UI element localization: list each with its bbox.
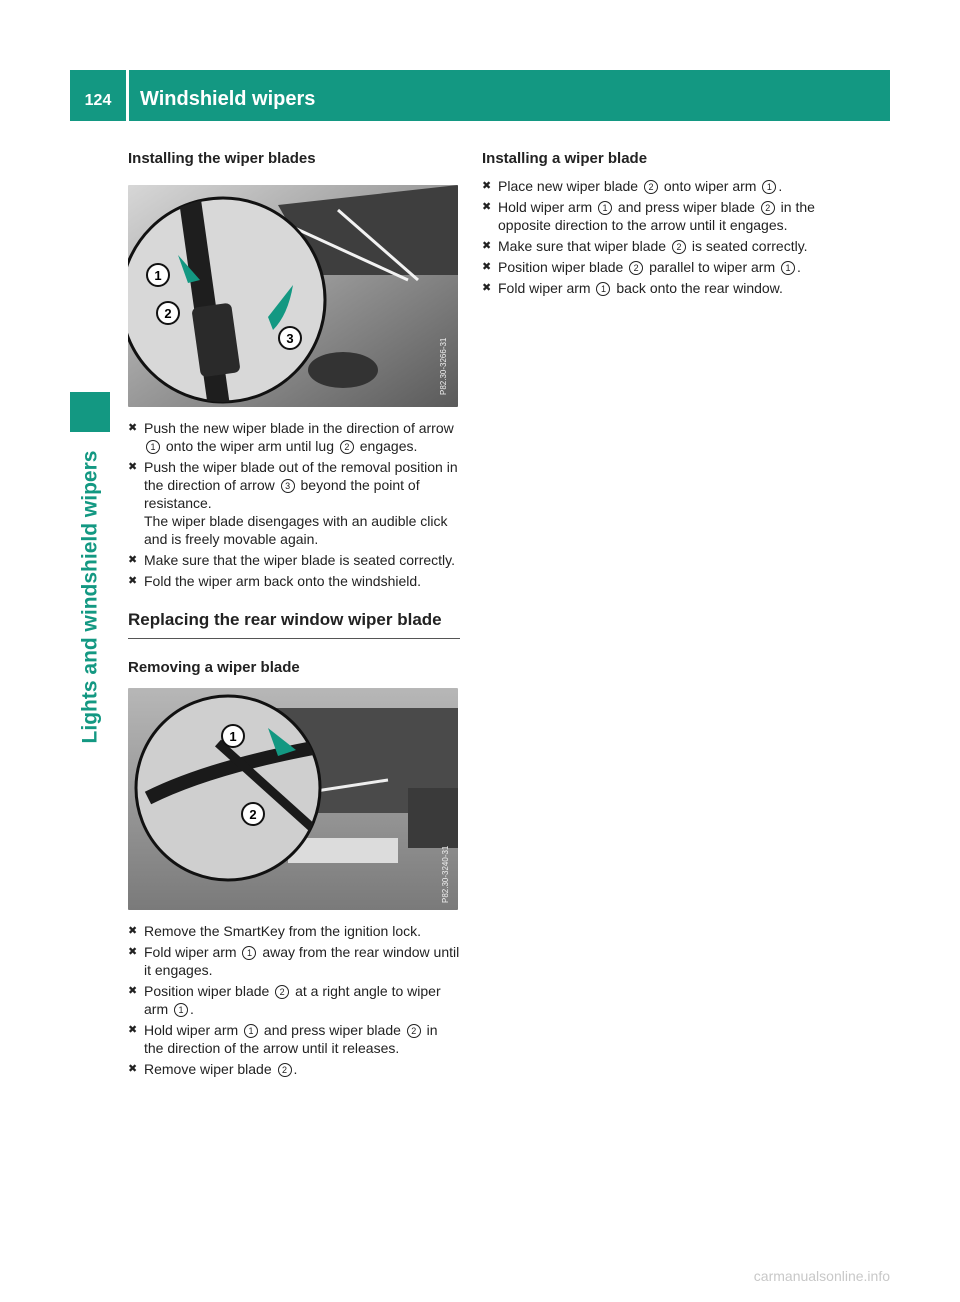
callout-1-text: 1: [154, 268, 162, 283]
list-item: ✖ Push the wiper blade out of the removal position in the direction of arrow 3 beyond the point of resistance. The wiper blade disengages with an audible click and is freely movable again.: [128, 458, 460, 548]
figure-code: P82.30-3266-31: [439, 337, 448, 395]
right-column: [482, 150, 822, 300]
list-item: ✖ Fold wiper arm 1 back onto the rear window.: [482, 279, 822, 297]
sidebar-section-label: [70, 432, 110, 762]
figure-rear-wiper: [128, 688, 458, 910]
callout-2-text: 2: [249, 807, 257, 822]
heading-installing-wiper-blades: Installing the wiper blades: [128, 150, 316, 167]
header-divider: [126, 70, 129, 121]
list-item: ✖ Make sure that the wiper blade is seated correctly.: [128, 551, 460, 569]
list-item: ✖ Hold wiper arm 1 and press wiper blade 2 in the direction of the arrow until it releases.: [128, 1021, 460, 1057]
callout-3-text: 3: [286, 331, 294, 346]
list-item: ✖ Remove wiper blade 2 .: [128, 1060, 460, 1078]
section-title: Replacing the rear window wiper blade: [128, 610, 442, 629]
list-item: ✖ Fold wiper arm 1 away from the rear window until it engages.: [128, 943, 460, 979]
list-item: ✖ Push the new wiper blade in the direction of arrow 1 onto the wiper arm until lug 2 engages.: [128, 419, 460, 455]
steps-install-list: [128, 419, 460, 590]
tail-light: [408, 788, 458, 848]
callout-2-text: 2: [164, 306, 172, 321]
list-item: ✖ Position wiper blade 2 parallel to wiper arm 1 .: [482, 258, 822, 276]
figure-code: P82.30-3240-31: [441, 845, 450, 903]
headlight: [308, 352, 378, 388]
list-item: ✖ Remove the SmartKey from the ignition lock.: [128, 922, 460, 940]
page-title: Windshield wipers: [140, 88, 316, 110]
steps-install-rear-list: [482, 177, 822, 297]
windshield-wiper-illustration: [128, 185, 458, 407]
page-number: 124: [84, 92, 112, 109]
figure-windshield-wiper: [128, 185, 458, 407]
list-item: ✖ Fold the wiper arm back onto the windshield.: [128, 572, 460, 590]
heading-installing-wiper-blade: Installing a wiper blade: [482, 150, 648, 167]
list-item: ✖ Hold wiper arm 1 and press wiper blade 2 in the opposite direction to the arrow until it engages.: [482, 198, 822, 234]
list-item: ✖ Make sure that wiper blade 2 is seated correctly.: [482, 237, 822, 255]
sidebar-marker: [70, 392, 110, 432]
list-item: ✖ Place new wiper blade 2 onto wiper arm 1 .: [482, 177, 822, 195]
section-replacing-rear: [128, 610, 460, 639]
rear-wiper-illustration: [128, 688, 458, 910]
callout-1-text: 1: [229, 729, 237, 744]
sidebar-section-text: Lights and windshield wipers: [78, 450, 101, 744]
steps-remove-list: [128, 922, 460, 1078]
list-item: ✖ Position wiper blade 2 at a right angle to wiper arm 1 .: [128, 982, 460, 1018]
left-column: [128, 150, 460, 1081]
footer-watermark[interactable]: carmanualsonline.info: [753, 1268, 890, 1284]
heading-removing-wiper-blade: Removing a wiper blade: [128, 659, 300, 676]
